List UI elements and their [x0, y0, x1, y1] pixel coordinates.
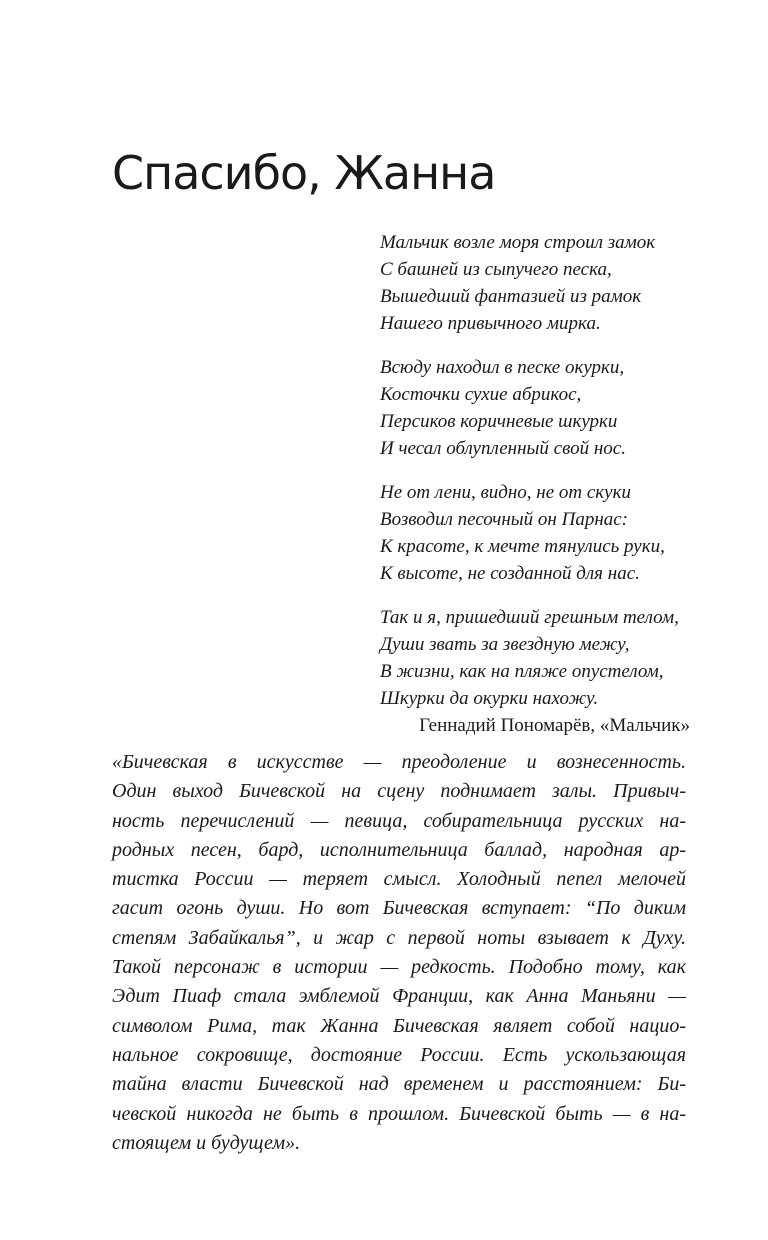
verse-line: Мальчик возле моря строил замок	[380, 232, 656, 253]
quote-line: символом Рима, так Жанна Бичевская являет собой нацио-	[112, 1014, 686, 1037]
quote-line: тистка России — теряет смысл. Холодный пепел мелочей	[112, 868, 686, 891]
epigraph-stanza	[380, 604, 690, 712]
verse-line: Шкурки да окурки нахожу.	[380, 688, 599, 709]
epigraph-stanza	[380, 479, 690, 587]
verse-line: Не от лени, видно, не от скуки	[380, 482, 631, 503]
verse-line: К высоте, не созданной для нас.	[380, 563, 640, 584]
epigraph-stanza	[380, 354, 690, 462]
verse-line: Вышедший фантазией из рамок	[380, 286, 642, 307]
verse-line: В жизни, как на пляже опустелом,	[380, 661, 664, 682]
verse-line: Косточки сухие абрикос,	[380, 384, 582, 405]
quote-paragraph	[112, 748, 686, 1158]
verse-line: Так и я, пришедший грешным телом,	[380, 607, 679, 628]
verse-line: С башней из сыпучего песка,	[380, 259, 612, 280]
quote-line: «Бичевская в искусстве — преодоление и вознесенность.	[112, 751, 686, 773]
quote-line: Такой персонаж в истории — редкость. Подобно тому, как	[112, 956, 686, 979]
quote-line: Эдит Пиаф стала эмблемой Франции, как Анна Маньяни —	[112, 985, 686, 1008]
epigraph-attribution: Геннадий Пономарёв, «Мальчик»	[419, 715, 690, 736]
verse-line: Персиков коричневые шкурки	[380, 411, 618, 432]
verse-line: Возводил песочный он Парнас:	[380, 509, 629, 530]
quote-line: нальное сокровище, достояние России. Есть ускользающая	[112, 1043, 686, 1066]
verse-line: К красоте, к мечте тянулись руки,	[380, 536, 665, 557]
quote-line: родных песен, бард, исполнительница баллад, народная ар-	[112, 838, 686, 861]
chapter-title: Спасибо, Жанна	[112, 146, 496, 200]
epigraph-stanza	[380, 229, 690, 337]
quote-line: стоящем и будущем».	[112, 1131, 301, 1154]
quote-line: Один выход Бичевской на сцену поднимает залы. Привыч-	[112, 780, 686, 803]
quote-line: степям Забайкалья”, и жар с первой ноты взывает к Духу.	[112, 926, 686, 949]
quote-line: тайна власти Бичевской над временем и расстоянием: Би-	[112, 1073, 686, 1096]
epigraph	[380, 229, 690, 739]
verse-line: Всюду находил в песке окурки,	[380, 357, 625, 378]
verse-line: И чесал облупленный свой нос.	[380, 438, 626, 459]
verse-line: Нашего привычного мирка.	[380, 313, 601, 334]
quote-line: ность перечислений — певица, собирательница русских на-	[112, 809, 686, 832]
quote-line: чевской никогда не быть в прошлом. Бичевской быть — в на-	[112, 1102, 686, 1125]
verse-line: Души звать за звездную межу,	[380, 634, 630, 655]
quote-line: гасит огонь души. Но вот Бичевская вступает: “По диким	[112, 897, 686, 920]
